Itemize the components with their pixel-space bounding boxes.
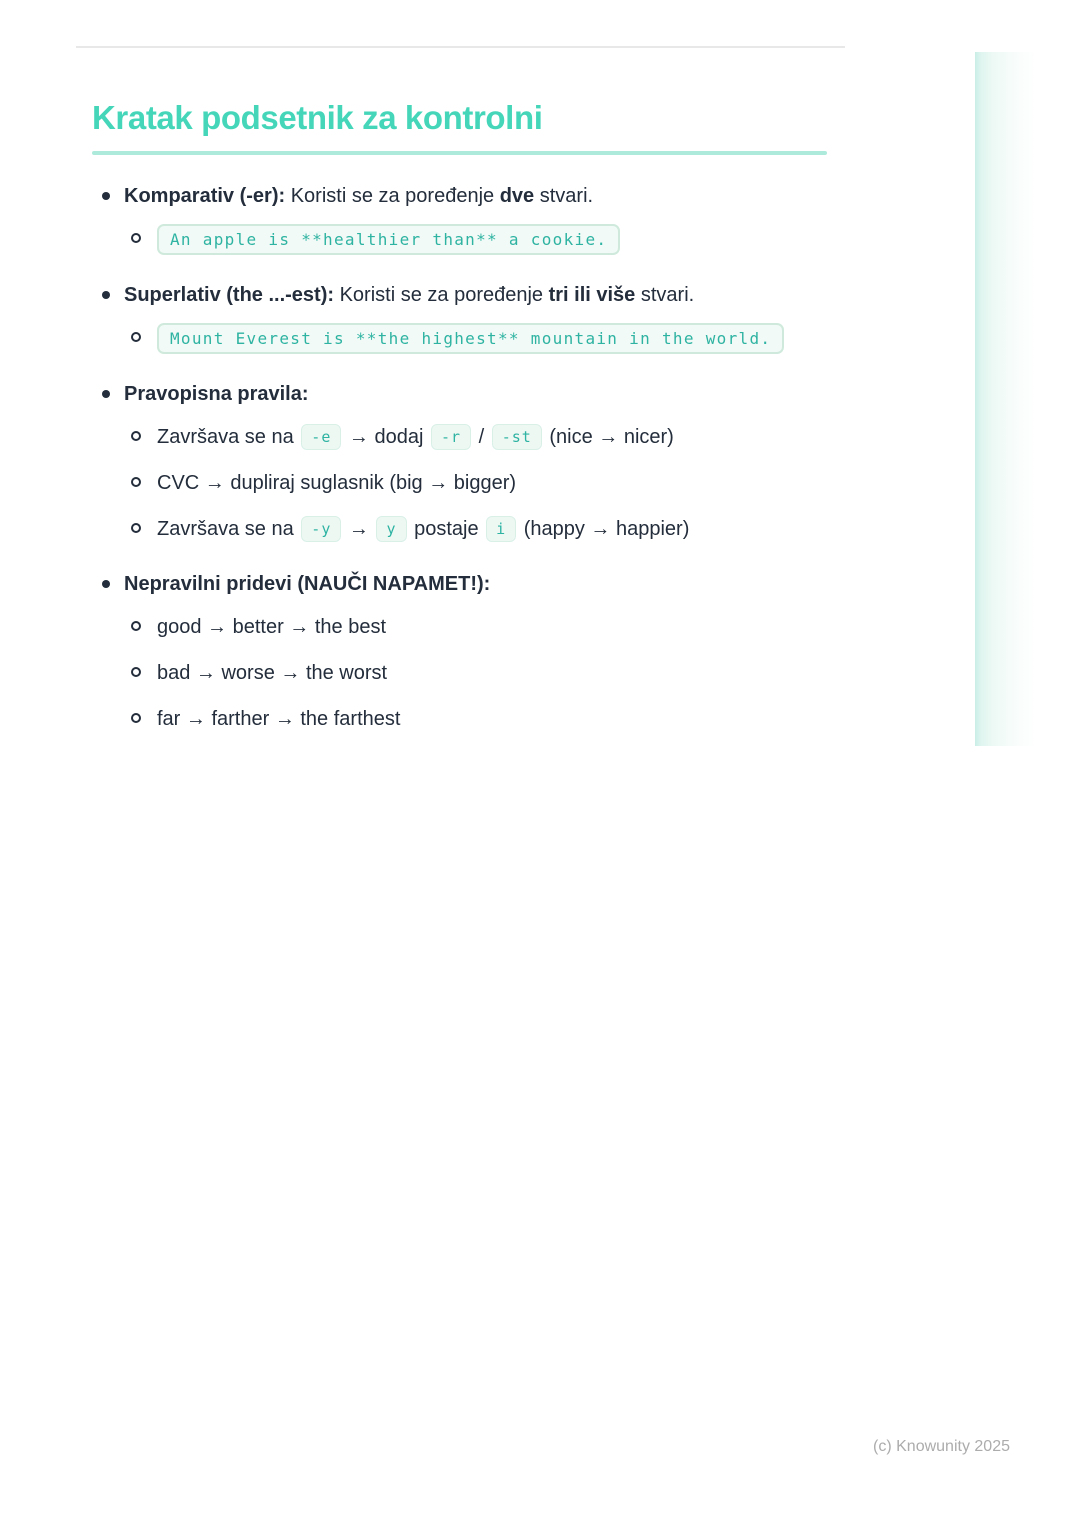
item-text [157, 616, 386, 638]
bullet-marker [102, 291, 110, 299]
text-segment: postaje [408, 518, 485, 541]
sub-list-item [76, 468, 845, 498]
item-text [124, 573, 490, 595]
text-segment: → [343, 518, 375, 541]
text-segment: Koristi se za poređenje [285, 185, 500, 207]
list-item [76, 382, 845, 406]
sub-bullet-marker [131, 621, 141, 631]
sub-bullet-marker [131, 667, 141, 677]
text-segment: stvari. [635, 284, 695, 307]
inline-code: -st [492, 424, 542, 450]
list-group [76, 283, 845, 354]
bullet-marker [102, 390, 110, 398]
list-item [76, 283, 845, 307]
sub-list-item [76, 422, 845, 452]
code-block: Mount Everest is **the highest** mountain in the world. [157, 323, 784, 354]
text-segment: dve [499, 185, 535, 207]
sub-bullet-marker [131, 233, 141, 243]
inline-code: -y [301, 516, 341, 542]
sub-list-item [76, 514, 845, 544]
reminder-list [76, 184, 845, 734]
inline-code: -r [431, 424, 471, 450]
inline-code: i [486, 516, 516, 542]
item-text [124, 185, 593, 207]
list-group [76, 572, 845, 734]
text-segment: bad → worse → the worst [157, 662, 388, 685]
sub-list-item [76, 658, 845, 688]
text-segment: / [473, 426, 490, 449]
sub-list-item [76, 224, 845, 255]
text-segment: Koristi se za poređenje [334, 284, 549, 307]
item-text [124, 284, 694, 306]
inline-code: -e [301, 424, 341, 450]
text-segment: good → better → the best [157, 616, 387, 639]
text-segment: Komparativ (-er): [124, 185, 286, 207]
item-text [157, 518, 689, 540]
sub-bullet-marker [131, 431, 141, 441]
inline-code: y [376, 516, 406, 542]
list-group [76, 184, 845, 255]
bullet-marker [102, 192, 110, 200]
item-text [157, 708, 400, 730]
sub-bullet-marker [131, 523, 141, 533]
text-segment: Pravopisna pravila: [124, 383, 309, 406]
document-body [76, 0, 845, 762]
sub-list-item [76, 704, 845, 734]
code-block: An apple is **healthier than** a cookie. [157, 224, 620, 255]
side-accent-strip [975, 52, 1037, 746]
item-text [157, 472, 516, 494]
footer-copyright: (c) Knowunity 2025 [873, 1438, 1010, 1455]
text-segment: (happy → happier) [518, 518, 690, 541]
page-title: Kratak podsetnik za kontrolni [92, 99, 543, 136]
item-text [124, 383, 309, 405]
bullet-marker [102, 580, 110, 588]
text-segment: Superlativ (the ...-est): [124, 284, 335, 307]
sub-list-item [76, 612, 845, 642]
text-segment: Završava se na [157, 426, 300, 449]
text-segment: far → farther → the farthest [157, 708, 401, 731]
sub-bullet-marker [131, 332, 141, 342]
sub-list-item [76, 323, 845, 354]
sub-bullet-marker [131, 477, 141, 487]
item-text [157, 426, 674, 448]
title-underline [92, 151, 827, 155]
text-segment: CVC → dupliraj suglasnik (big → bigger) [157, 472, 517, 495]
text-segment: Nepravilni pridevi (NAUČI NAPAMET!): [124, 573, 491, 596]
sub-bullet-marker [131, 713, 141, 723]
list-item [76, 572, 845, 596]
text-segment: stvari. [534, 185, 594, 207]
item-text [157, 662, 387, 684]
text-segment: tri ili više [548, 284, 636, 307]
text-segment: Završava se na [157, 518, 300, 541]
list-item [76, 184, 845, 208]
text-segment: → dodaj [343, 426, 429, 449]
text-segment: (nice → nicer) [543, 426, 674, 449]
list-group [76, 382, 845, 544]
